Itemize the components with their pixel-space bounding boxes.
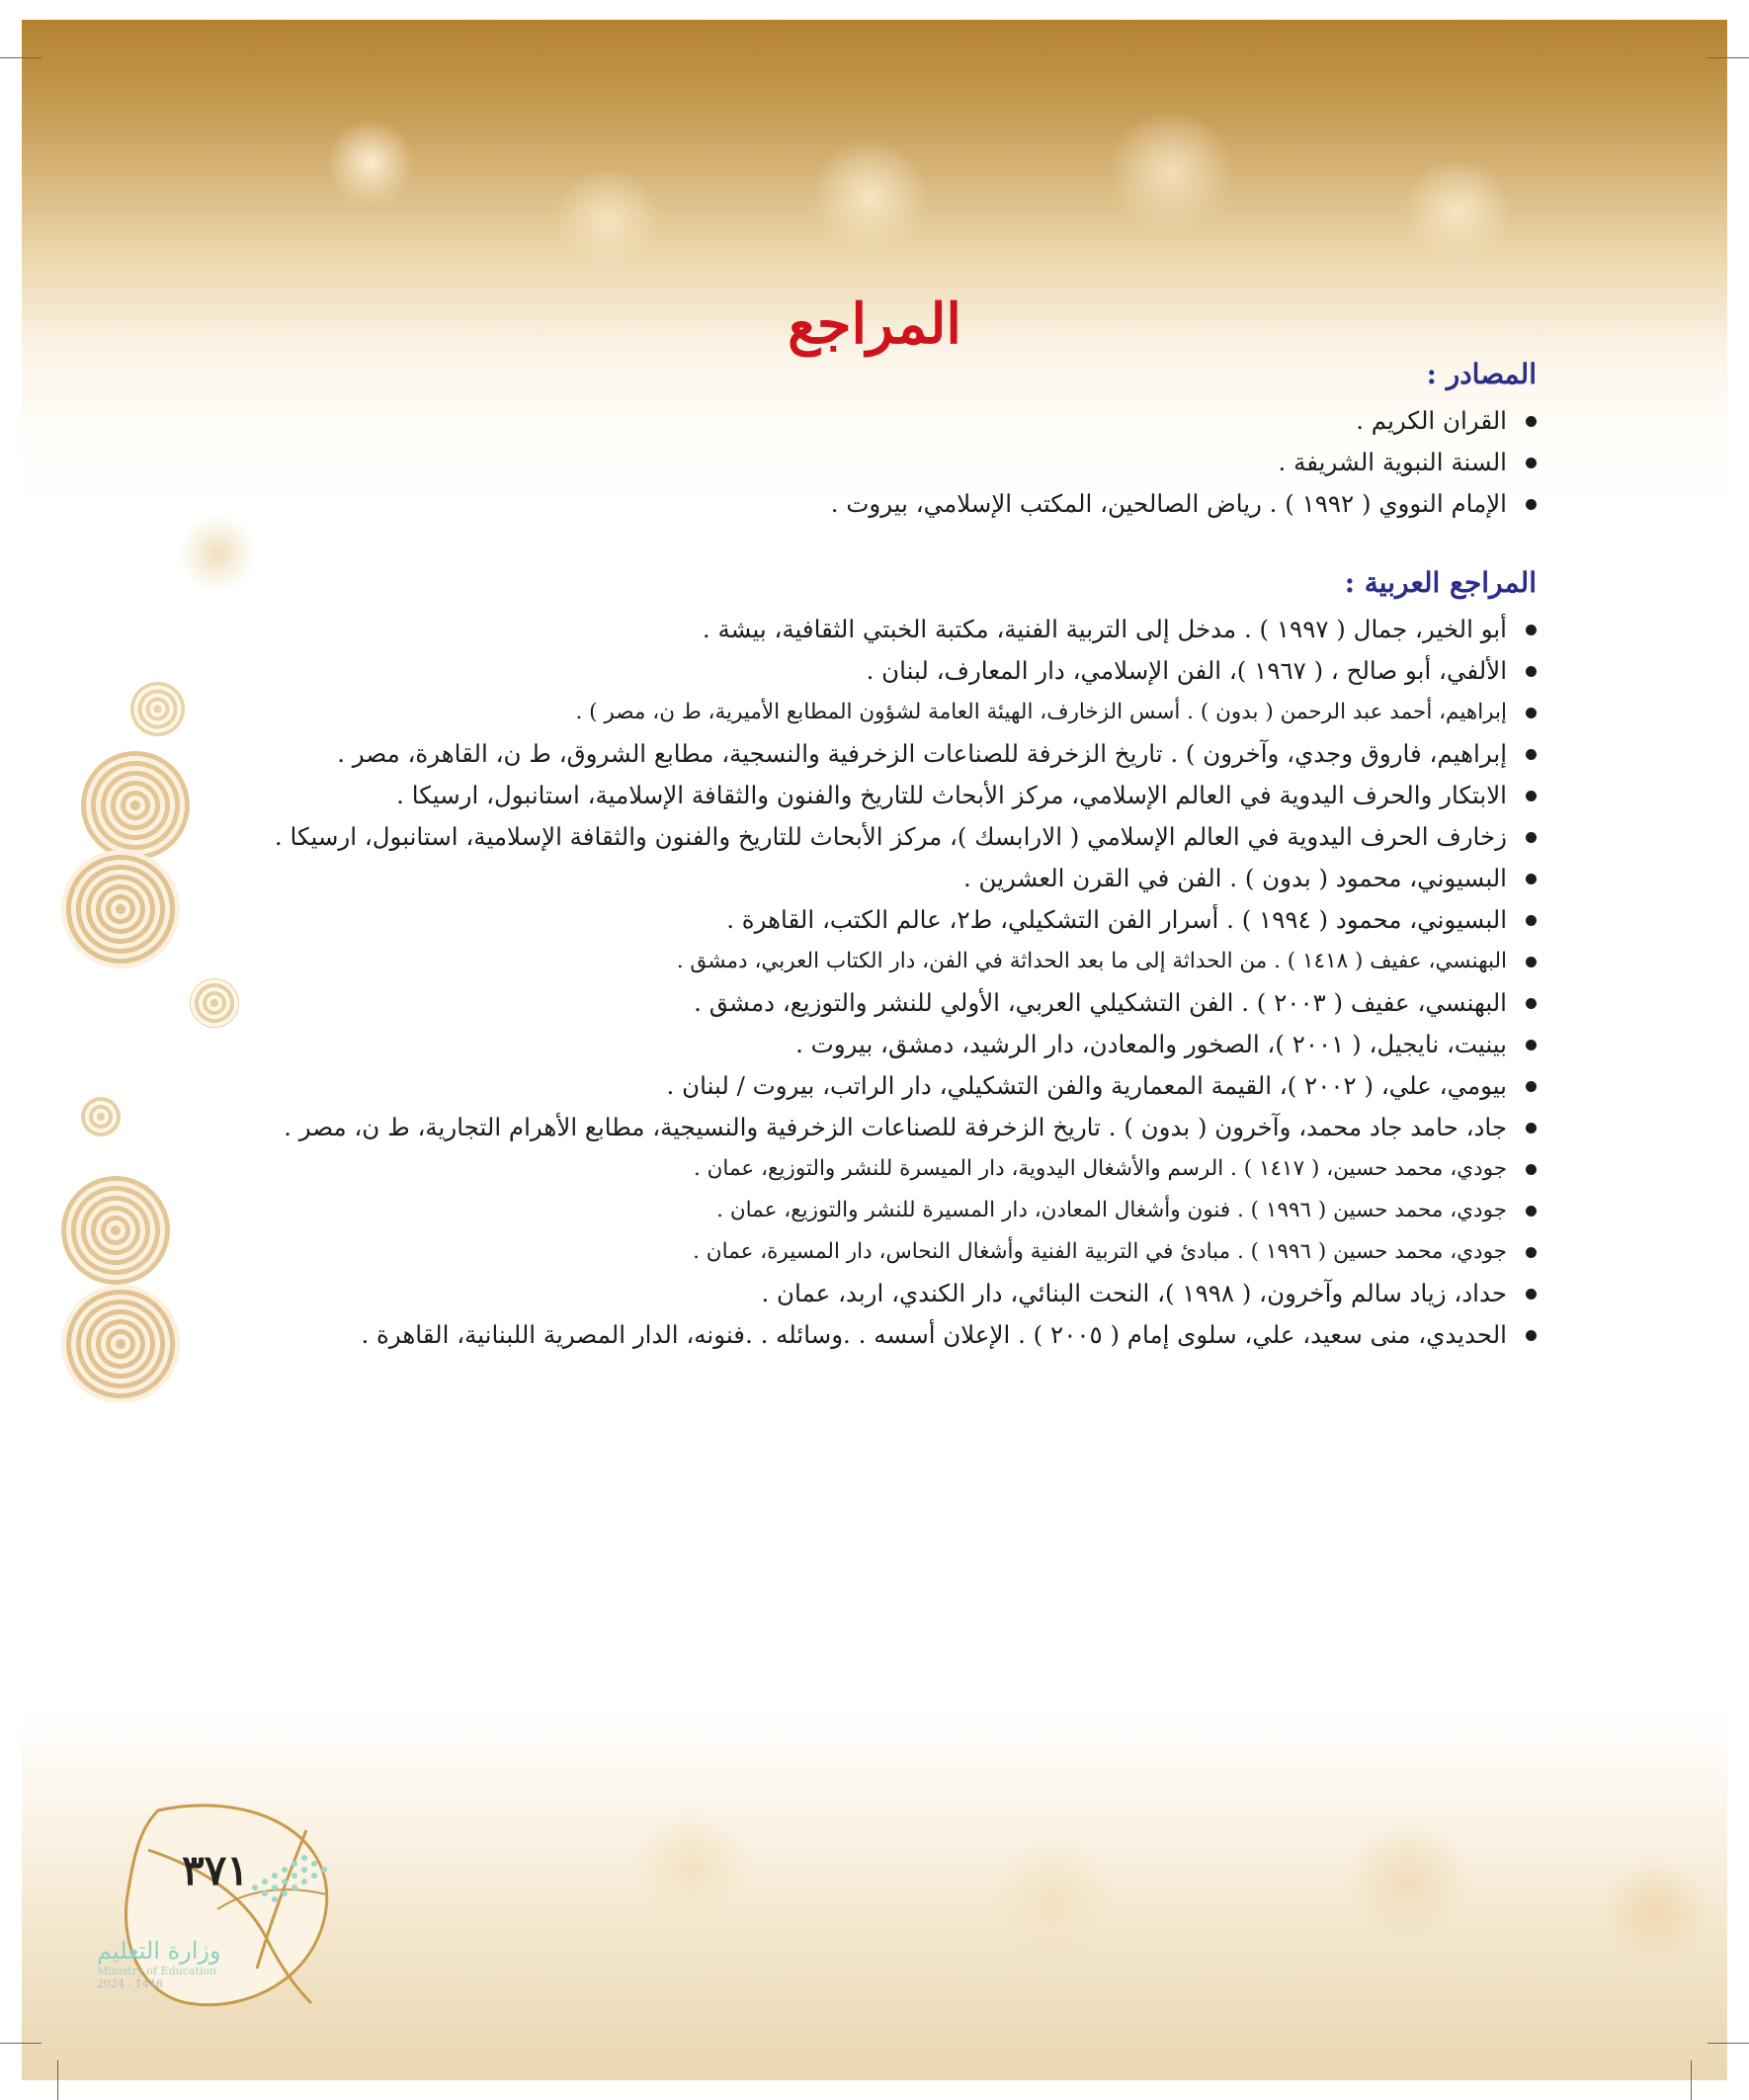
rosette-ornament xyxy=(130,682,185,736)
list-item: البهنسي، عفيف ( ١٤١٨ ) . من الحداثة إلى ما بعد الحداثة في الفن، دار الكتاب العربي، دمشق . xyxy=(212,941,1537,982)
list-item: الابتكار والحرف اليدوية في العالم الإسلامي، مركز الأبحاث للتاريخ والفنون والثقافة الإسلامية، استانبول، ارسيكا . xyxy=(212,775,1537,816)
arabic-references-heading: المراجع العربية : xyxy=(1344,566,1537,599)
page-title: المراجع xyxy=(788,292,961,357)
list-item: إبراهيم، فاروق وجدي، وآخرون ) . تاريخ الزخرفة للصناعات الزخرفية والنسجية، مطابع الشروق، ط ن، القاهرة، مصر . xyxy=(212,733,1537,775)
crop-mark xyxy=(1691,2060,1692,2100)
decorative-blob xyxy=(553,168,662,277)
references-content xyxy=(212,358,1537,1356)
list-item: إبراهيم، أحمد عبد الرحمن ( بدون ) . أسس الزخارف، الهيئة العامة لشؤون المطابع الأميرية، ط ن، مصر ) . xyxy=(212,692,1537,733)
crop-mark xyxy=(0,57,42,58)
sources-heading: المصادر : xyxy=(1426,358,1537,390)
crop-mark xyxy=(1707,57,1749,58)
list-item: أبو الخير، جمال ( ١٩٩٧ ) . مدخل إلى التربية الفنية، مكتبة الخبتي الثقافية، بيشة . xyxy=(212,609,1537,650)
list-item: بينيت، نايجيل، ( ٢٠٠١ )، الصخور والمعادن، دار الرشيد، دمشق، بيروت . xyxy=(212,1024,1537,1065)
list-item: البسيوني، محمود ( بدون ) . الفن في القرن العشرين . xyxy=(212,858,1537,899)
rosette-ornament xyxy=(81,751,190,860)
rosette-ornament xyxy=(61,850,180,968)
list-item: جودي، محمد حسين ( ١٩٩٦ ) . فنون وأشغال المعادن، دار المسيرة للنشر والتوزيع، عمان . xyxy=(212,1190,1537,1231)
page-number: ٣٧١ xyxy=(182,1846,249,1894)
decorative-blob xyxy=(1344,1818,1472,1947)
decorative-blob xyxy=(810,138,929,257)
decorative-blob xyxy=(326,119,415,208)
sources-list xyxy=(212,400,1537,525)
rosette-ornament xyxy=(61,1285,180,1403)
ministry-watermark xyxy=(97,1937,294,1990)
list-item: الألفي، أبو صالح ، ( ١٩٦٧ )، الفن الإسلامي، دار المعارف، لبنان . xyxy=(212,650,1537,692)
decorative-blob xyxy=(1403,158,1512,267)
edition-year: 2024 - 1446 xyxy=(97,1977,163,1990)
ministry-name-en: Ministry of Education xyxy=(97,1965,217,1977)
list-item: جودي، محمد حسين ( ١٩٩٦ ) . مبادئ في التربية الفنية وأشغال النحاس، دار المسيرة، عمان . xyxy=(212,1231,1537,1273)
list-item: بيومي، علي، ( ٢٠٠٢ )، القيمة المعمارية والفن التشكيلي، دار الراتب، بيروت / لبنان . xyxy=(212,1065,1537,1107)
rosette-ornament xyxy=(61,1176,170,1285)
rosette-ornament xyxy=(81,1097,121,1136)
decorative-blob xyxy=(632,1808,751,1927)
crop-mark xyxy=(57,2060,58,2100)
list-item: البهنسي، عفيف ( ٢٠٠٣ ) . الفن التشكيلي العربي، الأولي للنشر والتوزيع، دمشق . xyxy=(212,982,1537,1024)
ministry-name-ar: وزارة التعليم xyxy=(97,1937,221,1965)
list-item: البسيوني، محمود ( ١٩٩٤ ) . أسرار الفن التشكيلي، ط٢، عالم الكتب، القاهرة . xyxy=(212,899,1537,941)
list-item: الحديدي، منى سعيد، علي، سلوى إمام ( ٢٠٠٥ ) . الإعلان أسسه . .وسائله . .فنونه، الدار المصرية اللبنانية، القاهرة . xyxy=(212,1314,1537,1356)
decorative-blob xyxy=(1601,1858,1709,1967)
list-item: القران الكريم . xyxy=(212,400,1537,442)
arabic-references-list xyxy=(212,609,1537,1356)
list-item: زخارف الحرف اليدوية في العالم الإسلامي ( الارابسك )، مركز الأبحاث للتاريخ والفنون والثقافة الإسلامية، استانبول، ارسيكا . xyxy=(212,816,1537,858)
list-item: السنة النبوية الشريفة . xyxy=(212,442,1537,483)
decorative-blob xyxy=(988,1838,1117,1967)
list-item: جودي، محمد حسين، ( ١٤١٧ ) . الرسم والأشغال اليدوية، دار الميسرة للنشر والتوزيع، عمان . xyxy=(212,1148,1537,1190)
crop-mark xyxy=(1707,2043,1749,2044)
list-item: حداد، زياد سالم وآخرون، ( ١٩٩٨ )، النحت البنائي، دار الكندي، اربد، عمان . xyxy=(212,1273,1537,1314)
decorative-rosettes xyxy=(22,642,219,1393)
decorative-blob xyxy=(1107,109,1235,237)
list-item: الإمام النووي ( ١٩٩٢ ) . رياض الصالحين، المكتب الإسلامي، بيروت . xyxy=(212,483,1537,525)
crop-mark xyxy=(0,2043,42,2044)
list-item: جاد، حامد جاد محمد، وآخرون ( بدون ) . تاريخ الزخرفة للصناعات الزخرفية والنسيجية، مطابع الأهرام التجارية، ط ن، مصر . xyxy=(212,1107,1537,1148)
